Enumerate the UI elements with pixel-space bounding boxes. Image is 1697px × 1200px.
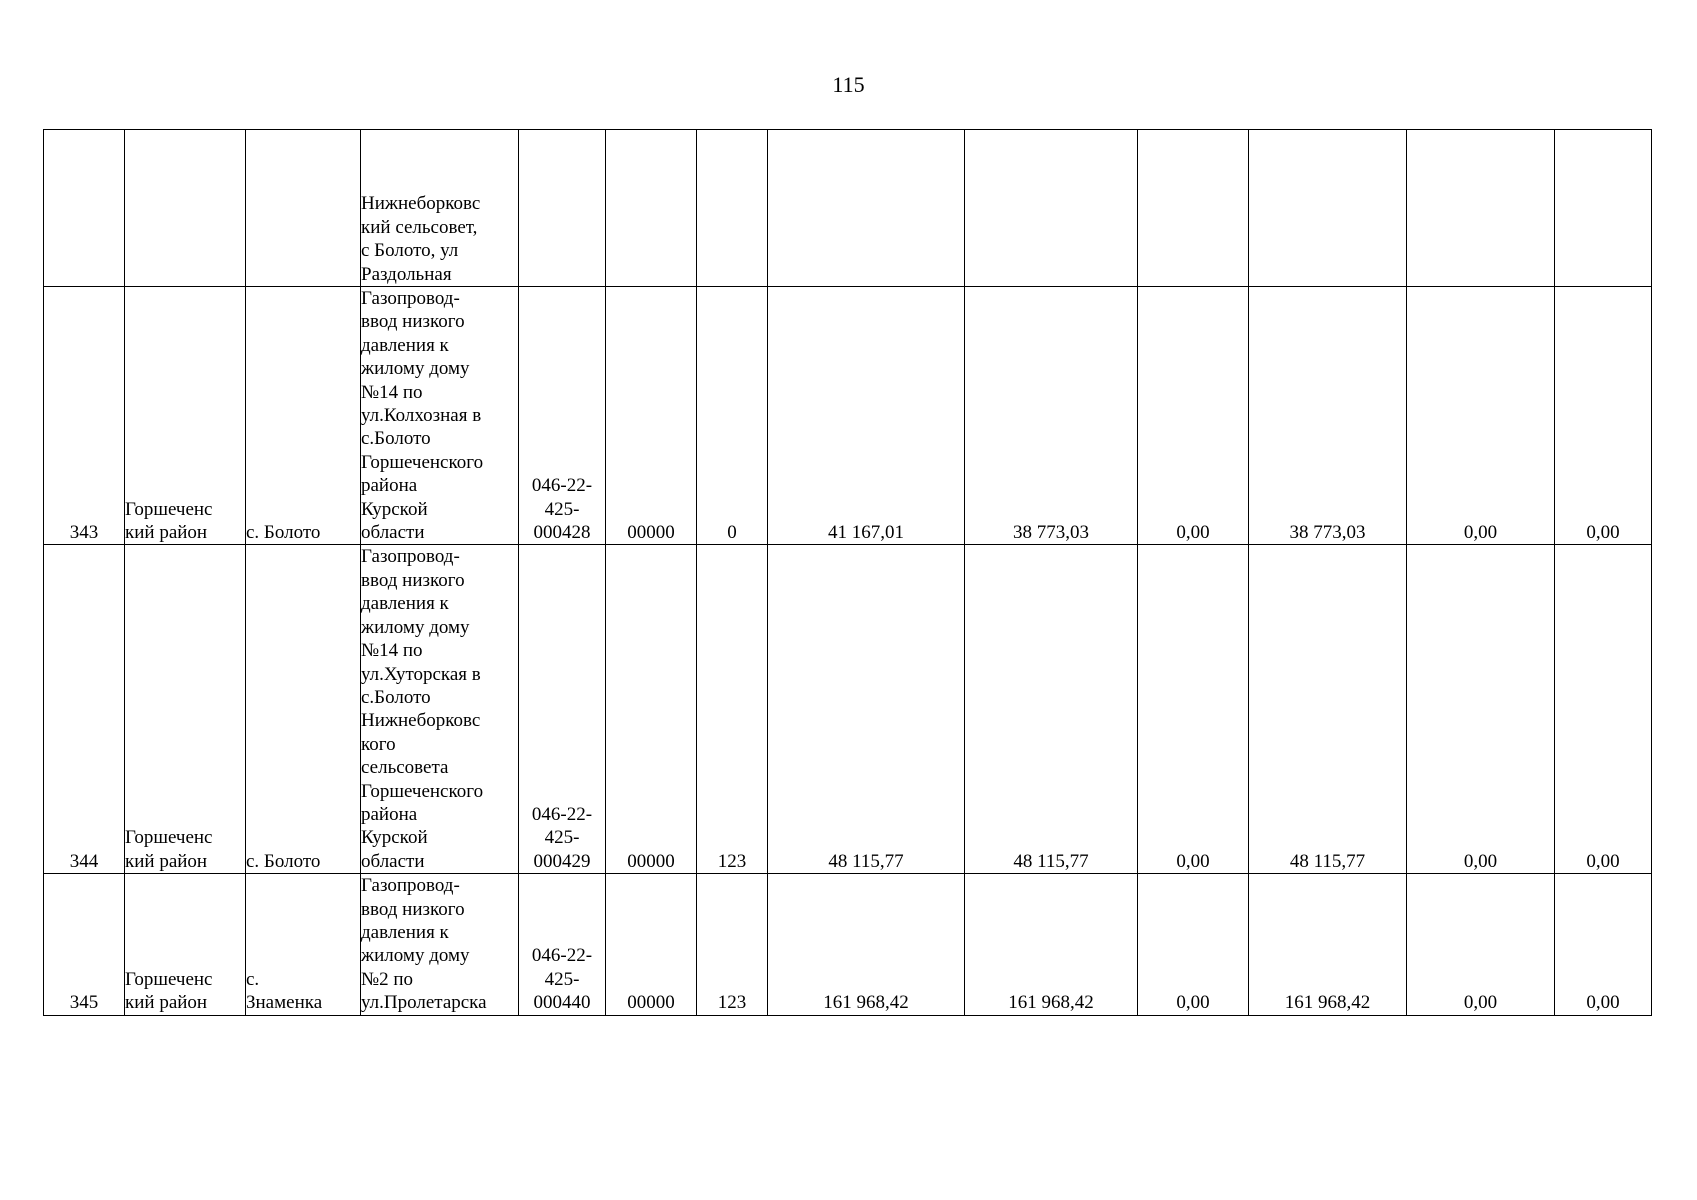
cell-code: 00000: [606, 545, 697, 874]
cell-value-1: 48 115,77: [768, 545, 965, 874]
cell-cadastral: [519, 874, 606, 1015]
cell-object-name: Газопровод- ввод низкого давления к жилому дому №14 по ул.Колхозная в с.Болото Горшеченского района Курской области: [361, 287, 519, 545]
cell-value-2: 48 115,77: [965, 545, 1138, 874]
page-number: 115: [832, 72, 865, 97]
cell-district: Горшеченс кий район: [125, 545, 246, 874]
cell-value-3: 0,00: [1138, 874, 1249, 1015]
cell-value-3: [1138, 130, 1249, 287]
cell-value-1: 161 968,42: [768, 874, 965, 1015]
cell-value-4: 38 773,03: [1249, 287, 1407, 545]
cell-value-5: 0,00: [1407, 874, 1555, 1015]
cell-num: 345: [44, 874, 125, 1015]
cell-object-name: Газопровод- ввод низкого давления к жилому дому №14 по ул.Хуторская в с.Болото Нижнеборковс кого сельсовета Горшеченского района Курской области: [361, 545, 519, 874]
cell-value-5: [1407, 130, 1555, 287]
cell-length: [697, 130, 768, 287]
cell-length: 123: [697, 545, 768, 874]
cell-length: 123: [697, 874, 768, 1015]
cell-locality: с. Знаменка: [246, 874, 361, 1015]
cell-cadastral: [519, 545, 606, 874]
cell-value-5: 0,00: [1407, 287, 1555, 545]
cell-locality: [246, 130, 361, 287]
cell-cadastral: [519, 287, 606, 545]
cell-value-6: 0,00: [1555, 287, 1652, 545]
cell-district: Горшеченс кий район: [125, 287, 246, 545]
cell-value-3: 0,00: [1138, 545, 1249, 874]
cell-district: [125, 130, 246, 287]
cell-value-6: 0,00: [1555, 874, 1652, 1015]
cell-value-5: 0,00: [1407, 545, 1555, 874]
cell-num: [44, 130, 125, 287]
cell-value-1: 41 167,01: [768, 287, 965, 545]
cell-length: 0: [697, 287, 768, 545]
table-row-continuation: [44, 130, 1652, 287]
registry-table: [43, 129, 1652, 1016]
cadastral-number: 046-22- 425- 000429: [531, 803, 593, 872]
cell-value-2: 161 968,42: [965, 874, 1138, 1015]
cell-object-name: Нижнеборковс кий сельсовет, с Болото, ул Раздольная: [361, 130, 519, 287]
cell-value-4: 161 968,42: [1249, 874, 1407, 1015]
cell-object-name: Газопровод- ввод низкого давления к жилому дому №2 по ул.Пролетарска: [361, 874, 519, 1015]
cell-value-2: 38 773,03: [965, 287, 1138, 545]
cell-value-6: 0,00: [1555, 545, 1652, 874]
cell-value-4: [1249, 130, 1407, 287]
cell-value-3: 0,00: [1138, 287, 1249, 545]
cell-value-4: 48 115,77: [1249, 545, 1407, 874]
cell-cadastral: [519, 130, 606, 287]
cell-num: 343: [44, 287, 125, 545]
cell-value-6: [1555, 130, 1652, 287]
cell-value-1: [768, 130, 965, 287]
cell-value-2: [965, 130, 1138, 287]
table-row-345: [44, 874, 1652, 1015]
cadastral-number: 046-22- 425- 000428: [531, 475, 593, 544]
table-row-343: [44, 287, 1652, 545]
cell-code: [606, 130, 697, 287]
cell-locality: с. Болото: [246, 545, 361, 874]
cell-district: Горшеченс кий район: [125, 874, 246, 1015]
table-row-344: [44, 545, 1652, 874]
cell-code: 00000: [606, 287, 697, 545]
cell-code: 00000: [606, 874, 697, 1015]
cadastral-number: 046-22- 425- 000440: [531, 945, 593, 1014]
cell-locality: с. Болото: [246, 287, 361, 545]
cell-num: 344: [44, 545, 125, 874]
